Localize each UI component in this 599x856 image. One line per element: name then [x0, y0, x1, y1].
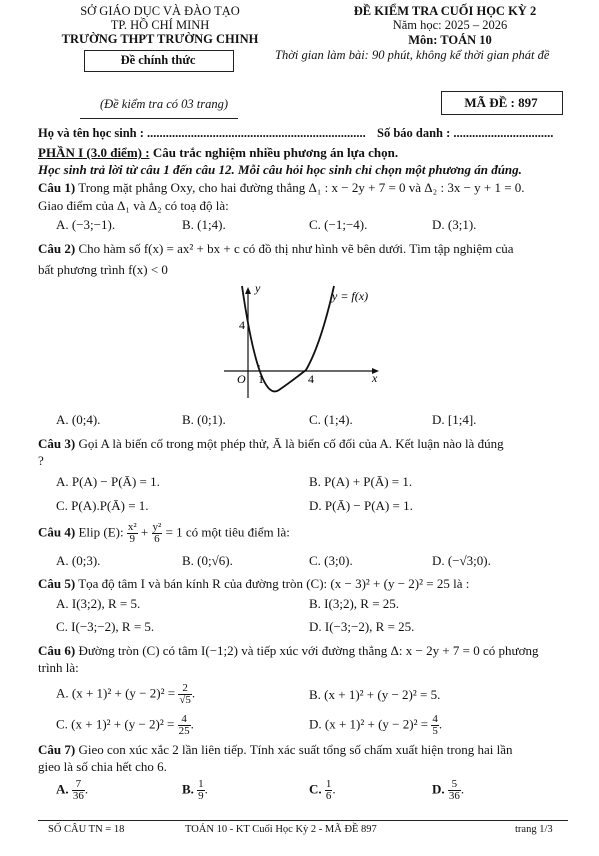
part1-heading — [38, 145, 398, 161]
parabola-graph — [222, 284, 382, 400]
city-name: TP. HỒ CHÍ MINH — [110, 18, 210, 32]
y-axis-arrow — [245, 287, 251, 294]
footer-divider — [38, 820, 568, 821]
department-name: SỞ GIÁO DỤC VÀ ĐÀO TẠO — [80, 4, 240, 18]
q2-label: Câu 2) — [38, 241, 76, 256]
x-axis-label: x — [372, 371, 378, 385]
q7-option-b: B. $\frac{1}{9}$ . — [182, 778, 208, 802]
student-name-field: Họ và tên học sinh : ...................................................................... — [38, 126, 366, 140]
school-year: Năm học: 2025 – 2026 — [392, 18, 508, 32]
q5-option-d: D. I(−3;−2), R = 25. — [309, 619, 415, 634]
divider-left — [80, 118, 238, 119]
q6-option-b: B. (x + 1)² + (y − 2)² = 5. — [309, 687, 441, 702]
q2-line1 — [38, 241, 514, 257]
q6-option-d: D. (x + 1)² + (y − 2)² = $\frac{4}{5}$ . — [309, 713, 443, 737]
q5-label: Câu 5) — [38, 576, 76, 591]
footer-page-number: trang 1/3 — [515, 824, 553, 835]
q1-text: Trong mặt phẳng Oxy, cho hai đường thẳng Δ₁ : x − 2y + 7 = 0 và Δ₂ : 3x − y + 1 = 0. — [75, 180, 525, 195]
tick-y-4: 4 — [239, 318, 245, 332]
q1-option-b: B. (1;4). — [182, 217, 226, 232]
q6-text: Đường tròn (C) có tâm I(−1;2) và tiếp xúc với đường thẳng Δ: x − 2y + 7 = 0 có phương — [75, 643, 539, 658]
subject: Môn: TOÁN 10 — [408, 33, 492, 47]
q2-option-d: D. [1;4]. — [432, 412, 477, 427]
q3-label: Câu 3) — [38, 436, 76, 451]
q5-option-b: B. I(3;2), R = 25. — [309, 596, 400, 611]
q5-line1 — [38, 576, 469, 592]
school-name: TRƯỜNG THPT TRƯỜNG CHINH — [61, 32, 259, 46]
q4-frac-x: $\frac{\text{x²}}{9}$ — [127, 521, 137, 545]
q5-option-c: C. I(−3;−2), R = 5. — [56, 619, 155, 634]
q5-text: Tọa độ tâm I và bán kính R của đường tròn (C): (x − 3)² + (y − 2)² = 25 là : — [75, 576, 470, 591]
q4-option-c: C. (3;0). — [309, 553, 353, 568]
q3-option-c: C. P(A).P(Ā) = 1. — [56, 498, 149, 513]
tick-x-1: 1 — [258, 372, 264, 386]
q4-frac-y: $\frac{\text{y²}}{6}$ — [152, 521, 162, 545]
exam-code: MÃ ĐỀ : 897 — [464, 95, 538, 110]
q4-option-d: D. (−√3;0). — [432, 553, 491, 568]
q7-option-c: C. $\frac{1}{6}$ . — [309, 778, 336, 802]
footer-question-count: SỐ CÂU TN = 18 — [48, 824, 125, 835]
q4-plus: + — [140, 524, 149, 540]
tick-x-4: 4 — [308, 372, 314, 386]
part1-instruction: Học sinh trả lời từ câu 1 đến câu 12. Mỗi câu hỏi học sinh chỉ chọn một phương án đúng. — [38, 162, 522, 177]
q6-option-c: C. (x + 1)² + (y − 2)² = $\frac{4}{25}$ . — [56, 713, 194, 737]
q6-option-a: A. (x + 1)² + (y − 2)² = $\frac{2}{√5}$ . — [56, 682, 196, 706]
q3-option-d: D. P(Ā) − P(A) = 1. — [309, 498, 413, 513]
q3-text: Gọi A là biến cố trong một phép thử, Ā là biến cố đối của A. Kết luận nào là đúng — [75, 436, 504, 451]
part1-title: PHẦN I (3.0 điểm) : — [38, 145, 150, 160]
q6-line1 — [38, 643, 538, 659]
q2-option-c: C. (1;4). — [309, 412, 353, 427]
q3-option-a: A. P(A) − P(Ā) = 1. — [56, 474, 160, 489]
exam-title: ĐỀ KIỂM TRA CUỐI HỌC KỲ 2 — [353, 4, 537, 18]
q1-option-a: A. (−3;−1). — [56, 217, 116, 232]
footer-exam-info: TOÁN 10 - KT Cuối Học Kỳ 2 - MÃ ĐỀ 897 — [185, 824, 377, 835]
q1-line2: Giao điểm của Δ₁ và Δ₂ có toạ độ là: — [38, 198, 229, 213]
origin-label: O — [237, 372, 246, 386]
time-note: Thời gian làm bài: 90 phút, không kể thời gian phát đề — [275, 48, 550, 62]
q7-text: Gieo con xúc xắc 2 lần liên tiếp. Tính xác suất tổng số chấm xuất hiện trong hai lần — [75, 742, 513, 757]
q4-label: Câu 4) — [38, 524, 76, 540]
q1-label: Câu 1) — [38, 180, 76, 195]
official-label: Đề chính thức — [120, 53, 196, 67]
q2-option-a: A. (0;4). — [56, 412, 101, 427]
q1-option-d: D. (3;1). — [432, 217, 477, 232]
function-label: y = f(x) — [332, 289, 369, 303]
q3-line1 — [38, 436, 504, 452]
q6-line2: trình là: — [38, 660, 79, 675]
student-id-field: Số báo danh : ................................ — [377, 126, 554, 140]
q7-option-a: A. $\frac{7}{36}$ . — [56, 778, 89, 802]
q7-line2: gieo là số chia hết cho 6. — [38, 759, 167, 774]
q3-line2: ? — [38, 453, 44, 468]
q2-line2: bất phương trình f(x) < 0 — [38, 262, 168, 277]
part1-subtitle: Câu trắc nghiệm nhiều phương án lựa chọn. — [149, 145, 399, 160]
q6-label: Câu 6) — [38, 643, 76, 658]
parabola-curve — [242, 286, 334, 391]
q4-line1 — [38, 522, 290, 545]
q1-option-c: C. (−1;−4). — [309, 217, 368, 232]
q5-option-a: A. I(3;2), R = 5. — [56, 596, 141, 611]
q7-option-d: D. $\frac{5}{36}$ . — [432, 778, 465, 802]
q4-text-pre: Elip (E): — [75, 524, 124, 540]
q4-option-a: A. (0;3). — [56, 553, 101, 568]
pages-note: (Đề kiểm tra có 03 trang) — [99, 97, 229, 111]
q4-text-post: = 1 có một tiêu điểm là: — [165, 524, 290, 540]
q2-text: Cho hàm số f(x) = ax² + bx + c có đồ thị như hình vẽ bên dưới. Tìm tập nghiệm của — [75, 241, 514, 256]
q7-line1 — [38, 742, 513, 758]
q7-label: Câu 7) — [38, 742, 76, 757]
q1-line1 — [38, 180, 525, 196]
q4-option-b: B. (0;√6). — [182, 553, 233, 568]
y-axis-label: y — [255, 284, 261, 295]
q3-option-b: B. P(A) + P(Ā) = 1. — [309, 474, 413, 489]
q2-option-b: B. (0;1). — [182, 412, 226, 427]
